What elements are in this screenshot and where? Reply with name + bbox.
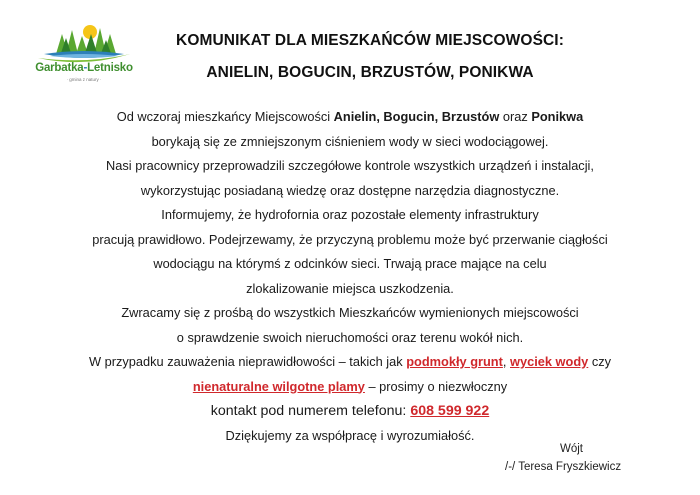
- body-line-6: pracują prawidłowo. Podejrzewamy, że przyczyną problemu może być przerwanie ciągłości: [92, 231, 608, 247]
- announcement-title-line2: ANIELIN, BOGUCIN, BRZUSTÓW, PONIKWA: [206, 64, 534, 81]
- body-line-14: Dziękujemy za współpracę i wyrozumiałość.: [225, 427, 475, 443]
- body-line-13: [0, 399, 700, 424]
- announcement-body: [0, 105, 700, 448]
- highlight-damp-spots: nienaturalne wilgotne plamy: [192, 378, 365, 394]
- village-ponikwa-bold: Ponikwa: [531, 109, 584, 124]
- body-line-1: [0, 105, 700, 130]
- logo-tagline: · gmina z natury ·: [66, 77, 102, 82]
- highlight-wet-ground: podmokły grunt: [406, 354, 503, 369]
- announcement-title-line1: KOMUNIKAT DLA MIESZKAŃCÓW MIEJSCOWOŚCI:: [176, 32, 564, 49]
- signature-role: Wójt: [560, 443, 583, 455]
- body-line-8: zlokalizowanie miejsca uszkodzenia.: [246, 280, 454, 296]
- contact-phone-number[interactable]: 608 599 922: [410, 403, 490, 419]
- body-line-10: o sprawdzenie swoich nieruchomości oraz terenu wokół nich.: [176, 329, 524, 345]
- body-line-12: [0, 375, 700, 400]
- body-line-4: wykorzystując posiadaną wiedzę oraz dostępne narzędzia diagnostyczne.: [140, 182, 560, 198]
- signature-name: /-/ Teresa Fryszkiewicz: [505, 461, 622, 473]
- body-line-5: Informujemy, że hydrofornia oraz pozostałe elementy infrastruktury: [161, 207, 539, 222]
- logo-name-dash: -: [83, 62, 88, 74]
- villages-bold: Anielin, Bogucin, Brzustów: [333, 109, 500, 124]
- body-text: – prosimy o niezwłoczny: [364, 378, 508, 394]
- body-line-11: [0, 350, 700, 375]
- signature-block: [505, 440, 655, 476]
- logo-name-part2: Letnisko: [87, 62, 133, 74]
- body-line-9: Zwracamy się z prośbą do wszystkich Mieszkańców wymienionych miejscowości: [121, 305, 579, 320]
- body-line-3: Nasi pracownicy przeprowadzili szczegółowe kontrole wszystkich urządzeń i instalacji,: [106, 158, 594, 173]
- contact-label: kontakt pod numerem telefonu:: [210, 403, 411, 419]
- body-text: czy: [588, 354, 612, 369]
- body-text: ,: [502, 354, 511, 369]
- highlight-water-leak: wyciek wody: [510, 354, 589, 369]
- body-line-7: wodociągu na którymś z odcinków sieci. Trwają prace mające na celu: [153, 256, 547, 271]
- body-text: oraz: [499, 109, 532, 124]
- body-line-2: borykają się ze zmniejszonym ciśnieniem wody w sieci wodociągowej.: [151, 133, 549, 149]
- body-text: Od wczoraj mieszkańcy Miejscowości: [116, 109, 334, 124]
- logo-name-part1: Garbatka: [35, 62, 84, 74]
- body-text: W przypadku zauważenia nieprawidłowości – takich jak: [88, 354, 407, 369]
